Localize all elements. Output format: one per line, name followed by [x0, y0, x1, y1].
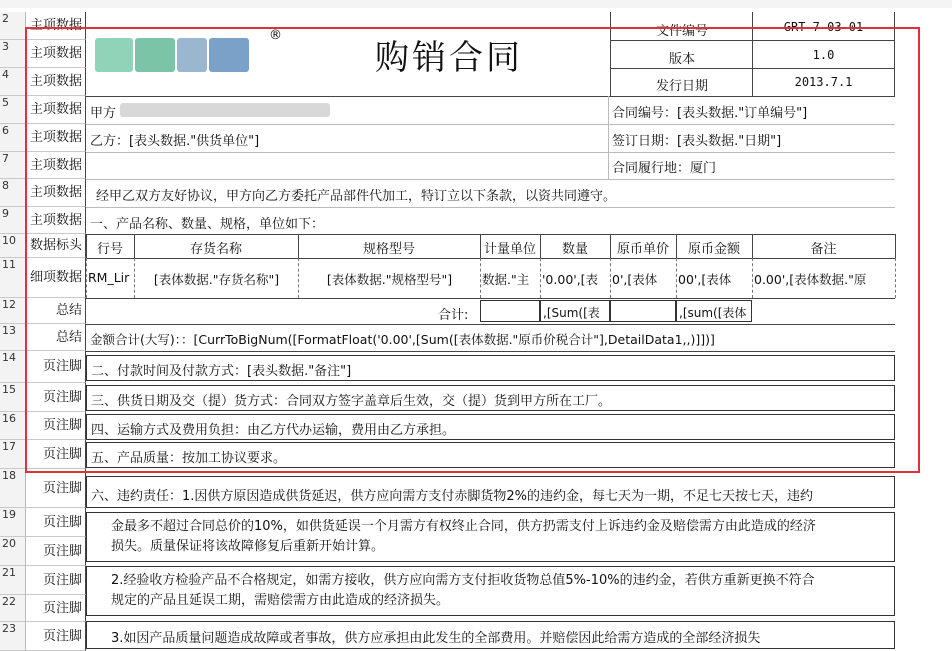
row-number: 17 [0, 440, 26, 469]
meta-value-version: 1.0 [812, 48, 835, 62]
clause-2-box[interactable]: 二、付款时间及付款方式：[表头数据."备注"] [86, 355, 895, 381]
contract-title: 购销合同 [375, 38, 523, 78]
clause-3-box[interactable]: 三、供货日期及交（提）货方式：合同双方签字盖章后生效，交（提）货到甲方所在工厂。 [86, 385, 895, 411]
row-number: 7 [0, 152, 26, 179]
section-label[interactable]: 页注脚 [26, 469, 86, 508]
intro-text: 经甲乙双方友好协议，甲方向乙方委托产品部件代加工，特订立以下条款，以资共同遵守。 [96, 189, 617, 204]
amount-in-words-field[interactable]: 金额合计(大写)：：[CurrToBigNum([FormatFloat('0.00',[Sum([表体数据."原币价税合计"],DetailData1,,)]])] [90, 332, 715, 347]
sum-label: 合计: [438, 308, 469, 323]
clause-6-box[interactable]: 六、违约责任：1.因供方原因造成供货延迟，供方应向需方支付赤脚货物2%的违约金，每七天为一期，不足七天按七天，违约 [86, 476, 895, 508]
row-number: 4 [0, 68, 26, 96]
row-number: 5 [0, 96, 26, 124]
row-number: 15 [0, 383, 26, 412]
section-label[interactable]: 细项数据 [26, 258, 86, 298]
table-col-dashed-line [540, 258, 541, 298]
section-label[interactable]: 主项数据 [26, 152, 86, 179]
table-detail-cell[interactable]: RM_Lir [88, 270, 130, 285]
section-label[interactable]: 页注脚 [26, 595, 86, 622]
table-detail-cell[interactable]: 数据."主 [482, 272, 530, 287]
table-header-cell[interactable]: 备注 [810, 242, 837, 257]
sign-date-field[interactable]: 签订日期：[表头数据."日期"] [612, 134, 782, 149]
contract-no-field[interactable]: 合同编号：[表头数据."订单编号"] [612, 106, 808, 121]
clause-6f-box[interactable]: 3.如因产品质量问题造成故障或者事故，供方应承担由此发生的全部费用。并赔偿因此给需方造成的全部经济损失 [86, 621, 895, 649]
table-header-cell[interactable]: 原币单价 [616, 242, 669, 257]
row-number: 10 [0, 234, 26, 258]
clause-5-box[interactable]: 五、产品质量：按加工协议要求。 [86, 442, 895, 468]
clause-6d-line1: 2.经验收方检验产品不合格规定，如需方接收，供方应向需方支付拒收货物总值5%-10%的违约金，若供方重新更换不符合 [111, 573, 815, 588]
meta-value-file-no: GRT-7-03-01 [783, 20, 864, 34]
table-header-cell[interactable]: 行号 [96, 242, 123, 257]
party-a-redacted [120, 103, 330, 117]
row-number: 8 [0, 179, 26, 207]
company-logo [95, 28, 282, 80]
row-number: 13 [0, 324, 26, 351]
section-label[interactable]: 页注脚 [26, 537, 86, 566]
sum-qty-cell[interactable]: ,[Sum([表 [540, 300, 610, 322]
table-header-cell[interactable]: 存货名称 [189, 242, 242, 257]
section-label[interactable]: 主项数据 [26, 68, 86, 96]
table-col-dashed-line [752, 258, 753, 298]
section-label[interactable]: 页注脚 [26, 412, 86, 440]
row-number: 18 [0, 469, 26, 508]
meta-value-issue-date: 2013.7.1 [794, 75, 853, 89]
clause-4-box[interactable]: 四、运输方式及费用负担：由乙方代办运输，费用由乙方承担。 [86, 414, 895, 440]
section-label[interactable]: 主项数据 [26, 12, 86, 40]
table-detail-cell[interactable]: [表体数据."存货名称"] [153, 272, 280, 287]
section-label[interactable]: 页注脚 [26, 508, 86, 537]
section-label[interactable]: 主项数据 [26, 96, 86, 124]
section-label[interactable]: 页注脚 [26, 351, 86, 383]
section-label[interactable]: 页注脚 [26, 622, 86, 651]
table-detail-cell[interactable]: 0',[表体 [612, 272, 658, 287]
meta-label-version: 版本 [668, 52, 695, 67]
section-label[interactable]: 页注脚 [26, 566, 86, 595]
row-number: 19 [0, 508, 26, 537]
table-detail-cell[interactable]: 00',[表体 [678, 272, 732, 287]
clause-6b-line1: 金最多不超过合同总价的10%，如供货延误一个月需方有权终止合同，供方扔需支付上诉违约金及赔偿需方由此造成的经济 [111, 519, 816, 534]
row-number: 14 [0, 351, 26, 383]
table-col-dashed-line [676, 258, 677, 298]
section-label[interactable]: 总结 [26, 324, 86, 351]
table-detail-cell[interactable]: [表体数据."规格型号"] [326, 272, 453, 287]
table-header-cell[interactable]: 数量 [561, 242, 588, 257]
table-col-line [895, 234, 896, 258]
party-a-label: 甲方 [90, 106, 117, 121]
clause-6d-box[interactable] [86, 566, 895, 616]
section-label[interactable]: 主项数据 [26, 124, 86, 152]
section-label[interactable]: 总结 [26, 298, 86, 324]
section-label[interactable]: 主项数据 [26, 207, 86, 234]
place-field[interactable]: 合同履行地：厦门 [612, 161, 717, 176]
row-number: 3 [0, 40, 26, 68]
sum-amount-cell[interactable]: ,[sum([表体 [676, 300, 752, 322]
party-b-field[interactable]: 乙方：[表头数据."供货单位"] [90, 134, 260, 149]
clause-6d-line2: 规定的产品且延误工期，需赔偿需方由此造成的经济损失。 [111, 593, 450, 608]
table-detail-cell[interactable]: '0.00',[表 [542, 272, 599, 287]
clause-6b-box[interactable] [86, 512, 895, 562]
row-number: 20 [0, 537, 26, 566]
row-number: 22 [0, 595, 26, 622]
meta-label-file-no: 文件编号 [655, 24, 708, 39]
row-number: 9 [0, 207, 26, 234]
table-col-dashed-line [134, 258, 135, 298]
row-number: 16 [0, 412, 26, 440]
sum-unit-cell [480, 300, 540, 322]
table-header-cell[interactable]: 规格型号 [362, 242, 415, 257]
table-col-dashed-line [610, 258, 611, 298]
row-number: 23 [0, 622, 26, 651]
table-col-dashed-line [298, 258, 299, 298]
row-number: 11 [0, 258, 26, 298]
meta-label-issue-date: 发行日期 [655, 79, 708, 94]
clause-6b-line2: 损失。质量保证将该故障修复后重新开始计算。 [111, 539, 385, 554]
row-number: 2 [0, 12, 26, 40]
section-label[interactable]: 主项数据 [26, 40, 86, 68]
top-strip [0, 0, 952, 8]
table-header-cell[interactable]: 原币金额 [687, 242, 740, 257]
section-label[interactable]: 主项数据 [26, 179, 86, 207]
row-number: 6 [0, 124, 26, 152]
table-detail-cell[interactable]: 0.00',[表体数据."原 [754, 272, 867, 287]
section-label[interactable]: 页注脚 [26, 440, 86, 469]
table-col-dashed-line [86, 258, 87, 298]
section-label[interactable]: 数据标头 [26, 234, 86, 258]
clause-1-text: 一、产品名称、数量、规格，单位如下： [90, 217, 325, 232]
table-col-dashed-line [480, 258, 481, 298]
row-number: 21 [0, 566, 26, 595]
table-col-dashed-line [895, 258, 896, 298]
table-header-cell[interactable]: 计量单位 [483, 242, 536, 257]
section-label[interactable]: 页注脚 [26, 383, 86, 412]
registered-mark: ® [269, 28, 282, 43]
sum-price-cell [610, 300, 676, 322]
row-number: 12 [0, 298, 26, 324]
